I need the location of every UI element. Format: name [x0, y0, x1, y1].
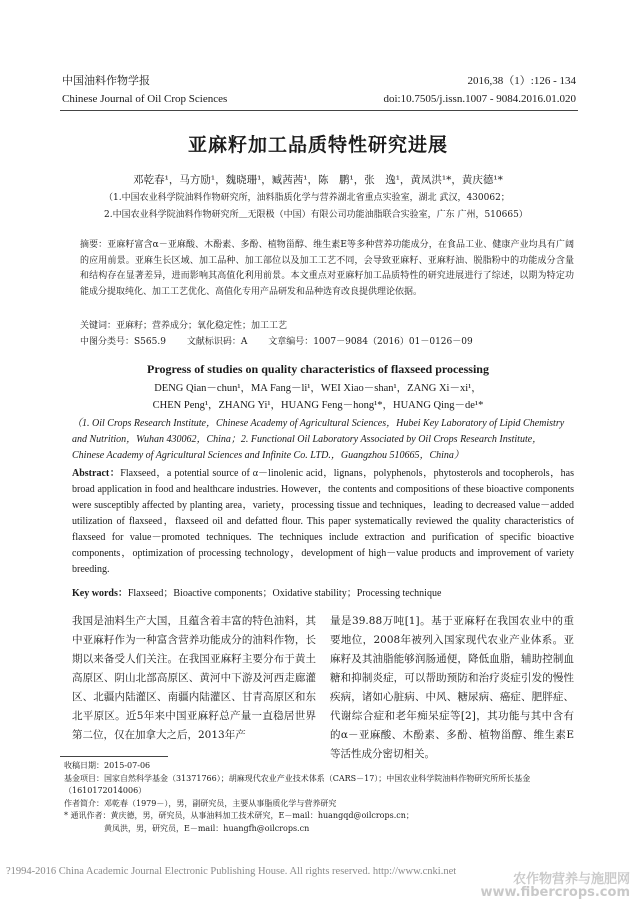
article-title-en: Progress of studies on quality characteristics of flaxseed processing: [147, 362, 489, 376]
footnotes: [64, 760, 576, 835]
watermark: [480, 873, 630, 899]
journal-header-right: [383, 72, 576, 108]
abstract-cn: 摘要：亚麻籽富含α－亚麻酸、木酚素、多酚、植物甾醇、维生素E等多种营养功能成分，在食品工业、健康产业均具有广阔的应用前景。亚麻生长区域、加工品种、加工部位以及加工工艺不同，会导致亚麻籽、亚麻籽油、脱脂粉中的功能成分含量和结构存在显著差异，进而影响其高值化利用前景。本文重点对亚麻籽加工品质特性的研究进展进行了综述，以期为特定功能成分提取纯化、加工工艺优化、高值化专用产品研发和品种选育改良提供理论依据。: [80, 240, 574, 297]
journal-name-en: Chinese Journal of Oil Crop Sciences: [62, 93, 228, 105]
document-code: 文献标识码：A: [186, 337, 248, 347]
authors-en-line-2: CHEN Peng¹，ZHANG Yi¹，HUANG Feng－hong¹*，HUANG Qing－de¹*: [152, 400, 484, 411]
header-rule: [60, 110, 578, 111]
body-column-left: 我国是油料生产大国，且蕴含着丰富的特色油料，其中亚麻籽作为一种富含营养功能成分的油料作物，长期以来备受人们关注。在我国亚麻籽主要分布于黄土高原区、阴山北部高原区、黄河中下游及河西走廊灌区、北疆内陆灌区、南疆内陆灌区、甘青高原区和东北平原区。近5年来中国亚麻籽总产量一直稳居世界第二位，仅在加拿大之后，2013年产: [72, 615, 316, 741]
body-column-right: 量是39.88万吨[1]。基于亚麻籽在我国农业中的重要地位，2008年被列入国家现代农业产业体系。亚麻籽及其油脂能够润肠通便，降低血脂，辅助控制血糖和抑制炎症，可以帮助预防和治疗炎症引发的慢性疾病，诸如心脏病、中风、糖尿病、癌症、肥胖症、代谢综合症和老年痴呆症等[2]，其功能与其中含有的α－亚麻酸、木酚素、多酚、植物甾醇、维生素E等活性成分密切相关。: [330, 615, 574, 760]
copyright-line: ?1994-2016 China Academic Journal Electronic Publishing House. All rights reserved. http://www.cnki.net: [6, 866, 457, 877]
footnote-rule: [60, 756, 168, 757]
abstract-en-label: Abstract：: [72, 468, 121, 479]
affiliations-cn: [104, 190, 576, 224]
classification-line: [80, 334, 574, 350]
abstract-en-text: Flaxseed，a potential source of α－linolenic acid，lignans，polyphenols，phytosterols and tocopherols，has broad application in food and healthcare industries. However，the contents and compositions of these bioactive components were susceptibly affected by planting area，variety，processing tissue and techniques，leading to decreased value－added utilization of flaxseed，flaxseed oil and defatted flour. This paper systematically reviewed the quality characteristics of flaxseed for value－promoted techniques. The techniques include extraction and purification of specific bioactive components，optimization of processing technology，development of high－value products and improvement of variety breeding.: [72, 468, 575, 575]
footnote-corresponding: * 通讯作者：黄庆德，男，研究员，从事油料加工技术研究，E－mail：huangqd@oilcrops.cn；: [64, 811, 414, 820]
authors-cn: 邓乾春¹，马方励¹，魏晓珊¹，臧茜茜¹，陈 鹏¹，张 逸¹，黄凤洪¹*，黄庆德¹*: [133, 174, 503, 186]
footnote-funding: 基金项目：国家自然科学基金（31371766）；胡麻现代农业产业技术体系（CARS－17）；中国农业科学院油料作物研究所所长基金（1610172014006）: [64, 773, 531, 795]
watermark-url: www.fibercrops.com: [480, 885, 630, 900]
authors-en-line-1: DENG Qian－chun¹，MA Fang－li¹，WEI Xiao－shan¹，ZANG Xi－xi¹，: [154, 383, 482, 394]
footnote-received: 收稿日期：2015-07-06: [64, 761, 151, 770]
keywords-en-label: Key words：: [72, 588, 128, 599]
affiliations-en: （1. Oil Crops Research Institute，Chinese Academy of Agricultural Sciences，Hubei Key Laboratory of Lipid Chemistry and Nutrition，Wuhan 430062，China；2. Functional Oil Laboratory Associated by Oil Crops Research Institute，Chinese Academy of Agricultural Sciences and Infinite Co. LTD.，Guangzhou 510665，China）: [72, 418, 565, 461]
abstract-en: [72, 466, 574, 578]
footnote-corresponding-2: 黄凤洪，男，研究员，E－mail：huangfh@oilcrops.cn: [64, 823, 310, 833]
keywords-en-text: Flaxseed；Bioactive components；Oxidative stability；Processing technique: [127, 588, 442, 599]
article-number: 文章编号：1007－9084（2016）01－0126－09: [268, 337, 473, 347]
clc-number: 中图分类号：S565.9: [80, 337, 166, 347]
journal-name-cn: 中国油料作物学报: [62, 74, 150, 87]
article-title-cn: 亚麻籽加工品质特性研究进展: [187, 134, 448, 156]
keywords-cn: 关键词：亚麻籽；营养成分；氧化稳定性；加工工艺: [80, 321, 288, 331]
journal-header-left: [62, 72, 227, 108]
doi: doi:10.7505/j.issn.1007 - 9084.2016.01.020: [383, 93, 576, 105]
affiliation-cn-1: （1.中国农业科学院油料作物研究所，油料脂质化学与营养湖北省重点实验室，湖北 武汉，430062；: [104, 193, 510, 203]
authors-en: [90, 380, 546, 414]
affiliation-cn-2: 2.中国农业科学院油料作物研究所＿无限极（中国）有限公司功能油脂联合实验室，广东 广州，510665）: [104, 210, 528, 220]
keywords-en: [72, 586, 574, 602]
issue-info: 2016,38（1）:126 - 134: [467, 75, 576, 87]
watermark-cn: 农作物营养与施肥网: [512, 872, 630, 887]
footnote-author: 作者简介：邓乾春（1979－），男，副研究员，主要从事脂质化学与营养研究: [64, 798, 337, 808]
